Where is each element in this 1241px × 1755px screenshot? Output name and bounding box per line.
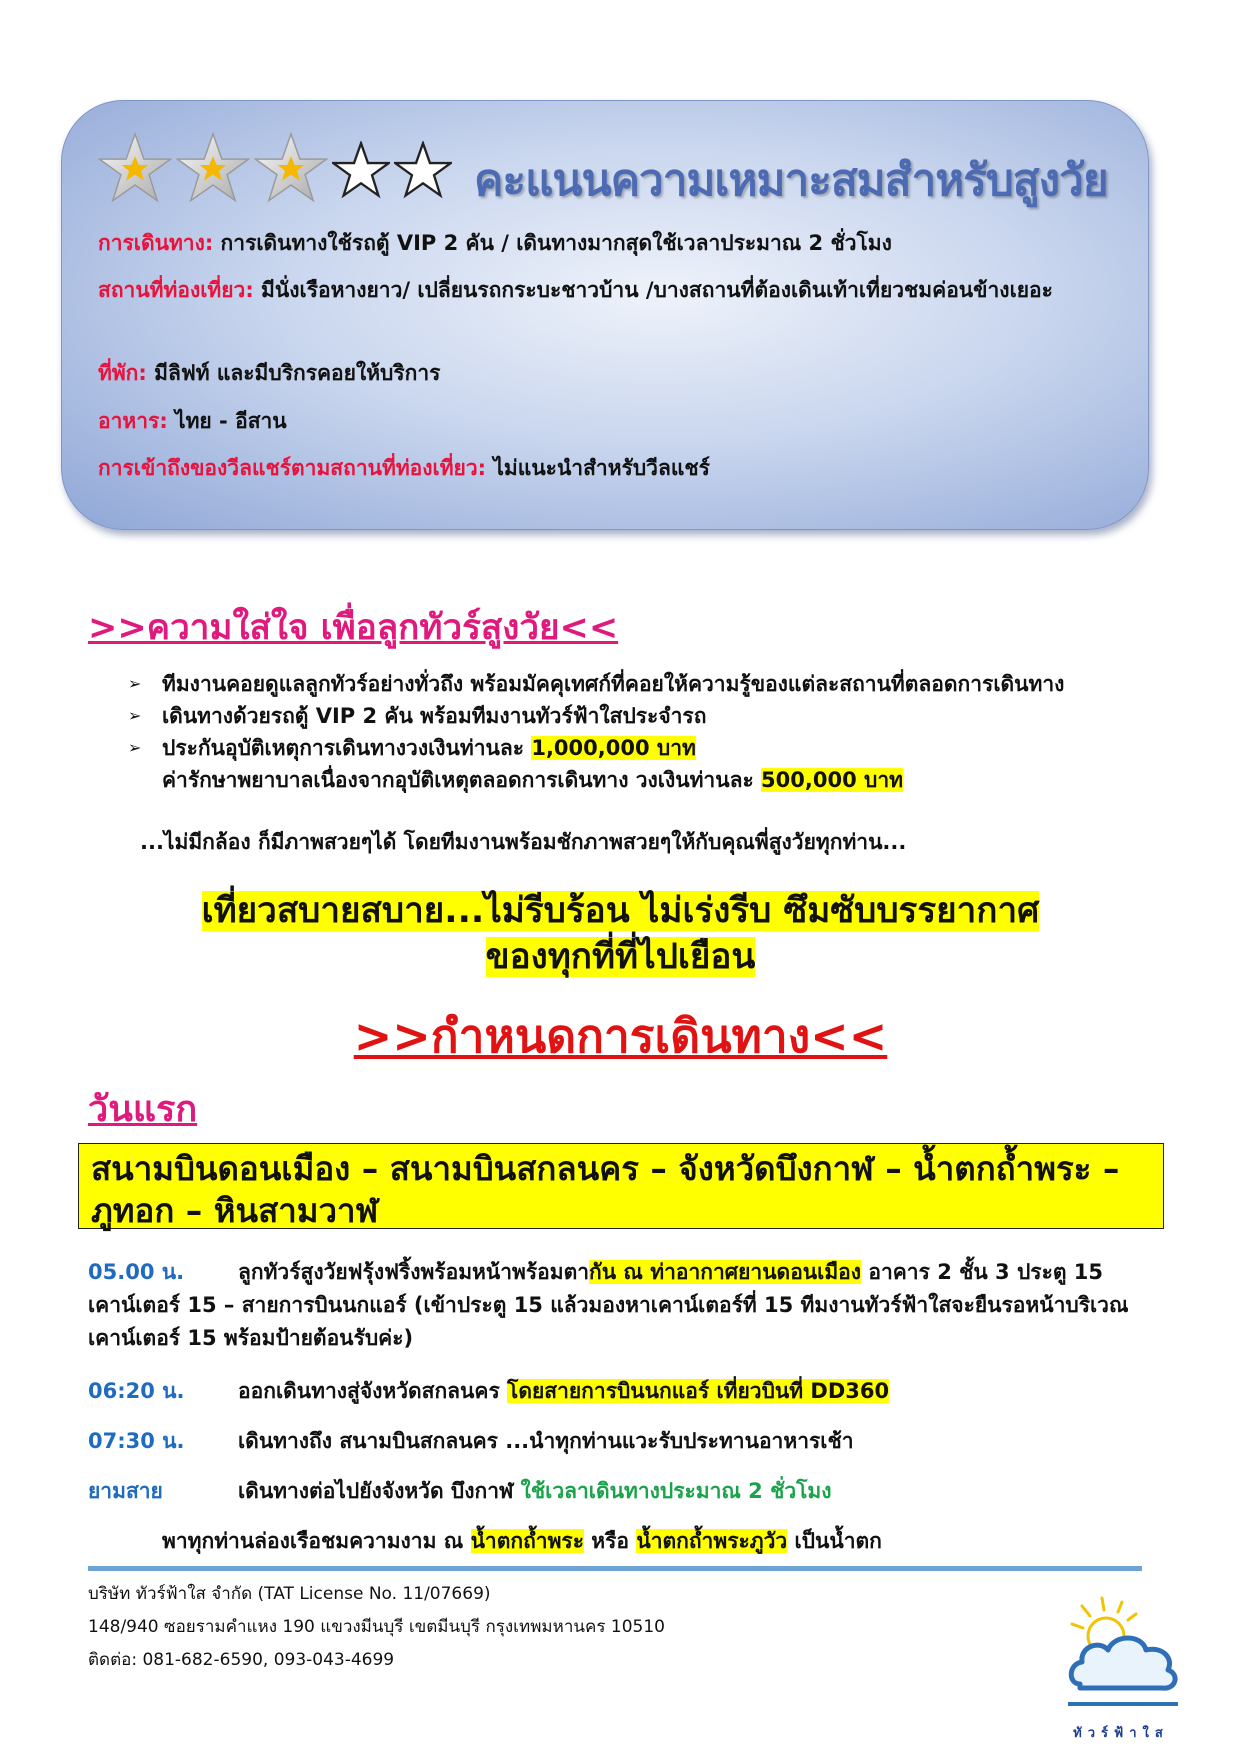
schedule-item: 05.00 น. ลูกทัวร์สูงวัยฟรุ้งฟริ้งพร้อมหน้าพร้อมตากัน ณ ท่าอากาศยานดอนเมือง อาคาร 2 ชั้น 3 ประตู 15 เคาน์เตอร์ 15 – สายการบินนกแอร์ (เข้าประตู 15 แล้วมองหาเคาน์เตอร์ที่ 15 ทีมงานทัวร์ฟ้าใสจะยืนรอหน้าบริเวณเคาน์เตอร์ 15 พร้อมป้ายต้อนรับค่ะ) [88,1256,1148,1355]
list-item: ➢ เดินทางด้วยรถตู้ VIP 2 คัน พร้อมทีมงานทัวร์ฟ้าใสประจำรถ [128,700,1128,732]
company-name: บริษัท ทัวร์ฟ้าใส จำกัด (TAT License No. 11/07669) [88,1584,491,1604]
arrow-bullet-icon: ➢ [128,706,142,725]
star-empty-icon [332,141,390,199]
care-bullet-list [128,668,1128,796]
star-empty-icon [394,141,452,199]
rating-item-attractions: สถานที่ท่องเที่ยว: มีนั่งเรือหางยาว/ เปลี่ยนรถกระบะชาวบ้าน /บางสถานที่ต้องเดินเท้าเที่ยวชมค่อนข้างเยอะ [98,278,1053,302]
schedule-time: 07:30 น. [88,1429,185,1453]
schedule-time: 06:20 น. [88,1379,185,1403]
footer-info [88,1578,665,1677]
slogan-line-2: ของทุกที่ที่ไปเยือน [485,937,756,977]
arrow-bullet-icon: ➢ [128,674,142,693]
photo-note: ...ไม่มีกล้อง ก็มีภาพสวยๆได้ โดยทีมงานพร้อมชักภาพสวยๆให้กับคุณพี่สูงวัยทุกท่าน... [140,830,907,854]
schedule-time: 05.00 น. [88,1260,185,1284]
care-section-title: >>ความใส่ใจ เพื่อลูกทัวร์สูงวัย<< [88,608,619,648]
list-item: ➢ ประกันอุบัติเหตุการเดินทางวงเงินท่านละ 1,000,000 บาท ค่ารักษาพยาบาลเนื่องจากอุบัติเหตุตลอดการเดินทาง วงเงินท่านละ 500,000 บาท [128,732,1128,796]
rating-item-wheelchair: การเข้าถึงของวีลแชร์ตามสถานที่ท่องเที่ยว: ไม่แนะนำสำหรับวีลแชร์ [98,456,710,480]
star-rating [98,131,452,205]
schedule-item: พาทุกท่านล่องเรือชมความงาม ณ น้ำตกถ้ำพระ หรือ น้ำตกถ้ำพระภูวัว เป็นน้ำตก [162,1529,882,1553]
route-box: สนามบินดอนเมือง – สนามบินสกลนคร – จังหวัดบึงกาฬ – น้ำตกถ้ำพระ – ภูทอก – หินสามวาฬ [78,1143,1164,1229]
star-filled-icon [176,131,250,205]
company-address: 148/940 ซอยรามคำแหง 190 แขวงมีนบุรี เขตมีนบุรี กรุงเทพมหานคร 10510 [88,1617,665,1637]
slogan-line-1: เที่ยวสบายสบาย...ไม่รีบร้อน ไม่เร่งรีบ ซึมซับบรรยากาศ [201,891,1040,931]
schedule-item: 07:30 น. เดินทางถึง สนามบินสกลนคร ...นำทุกท่านแวะรับประทานอาหารเช้า [88,1425,1148,1458]
company-logo [1064,1590,1184,1740]
footer-divider [88,1566,1142,1571]
company-contact: ติดต่อ: 081-682-6590, 093-043-4699 [88,1650,395,1670]
schedule-item: ยามสาย เดินทางต่อไปยังจังหวัด บึงกาฬ ใช้เวลาเดินทางประมาณ 2 ชั่วโมง [88,1475,1148,1508]
rating-item-food: อาหาร: ไทย - อีสาน [98,409,287,433]
schedule-item: 06:20 น. ออกเดินทางสู่จังหวัดสกลนคร โดยสายการบินนกแอร์ เที่ยวบินที่ DD360 [88,1375,1148,1408]
list-item: ➢ ทีมงานคอยดูแลลูกทัวร์อย่างทั่วถึง พร้อมมัคคุเทศก์ที่คอยให้ความรู้ของแต่ละสถานที่ตลอดการเดินทาง [128,668,1128,700]
itinerary-title: >>กำหนดการเดินทาง<< [353,1009,888,1063]
arrow-bullet-icon: ➢ [128,738,142,757]
star-filled-icon [254,131,328,205]
rating-title: คะแนนความเหมาะสมสำหรับสูงวัย [474,155,1108,206]
logo-text: ทัวร์ฟ้าใส [1073,1726,1169,1741]
suitability-rating-box [61,100,1149,530]
schedule-time: ยามสาย [88,1479,163,1503]
rating-item-accommodation: ที่พัก: มีลิฟท์ และมีบริกรคอยให้บริการ [98,361,441,385]
day-title: วันแรก [88,1089,198,1130]
star-filled-icon [98,131,172,205]
rating-item-travel: การเดินทาง: การเดินทางใช้รถตู้ VIP 2 คัน / เดินทางมากสุดใช้เวลาประมาณ 2 ชั่วโมง [98,231,892,255]
